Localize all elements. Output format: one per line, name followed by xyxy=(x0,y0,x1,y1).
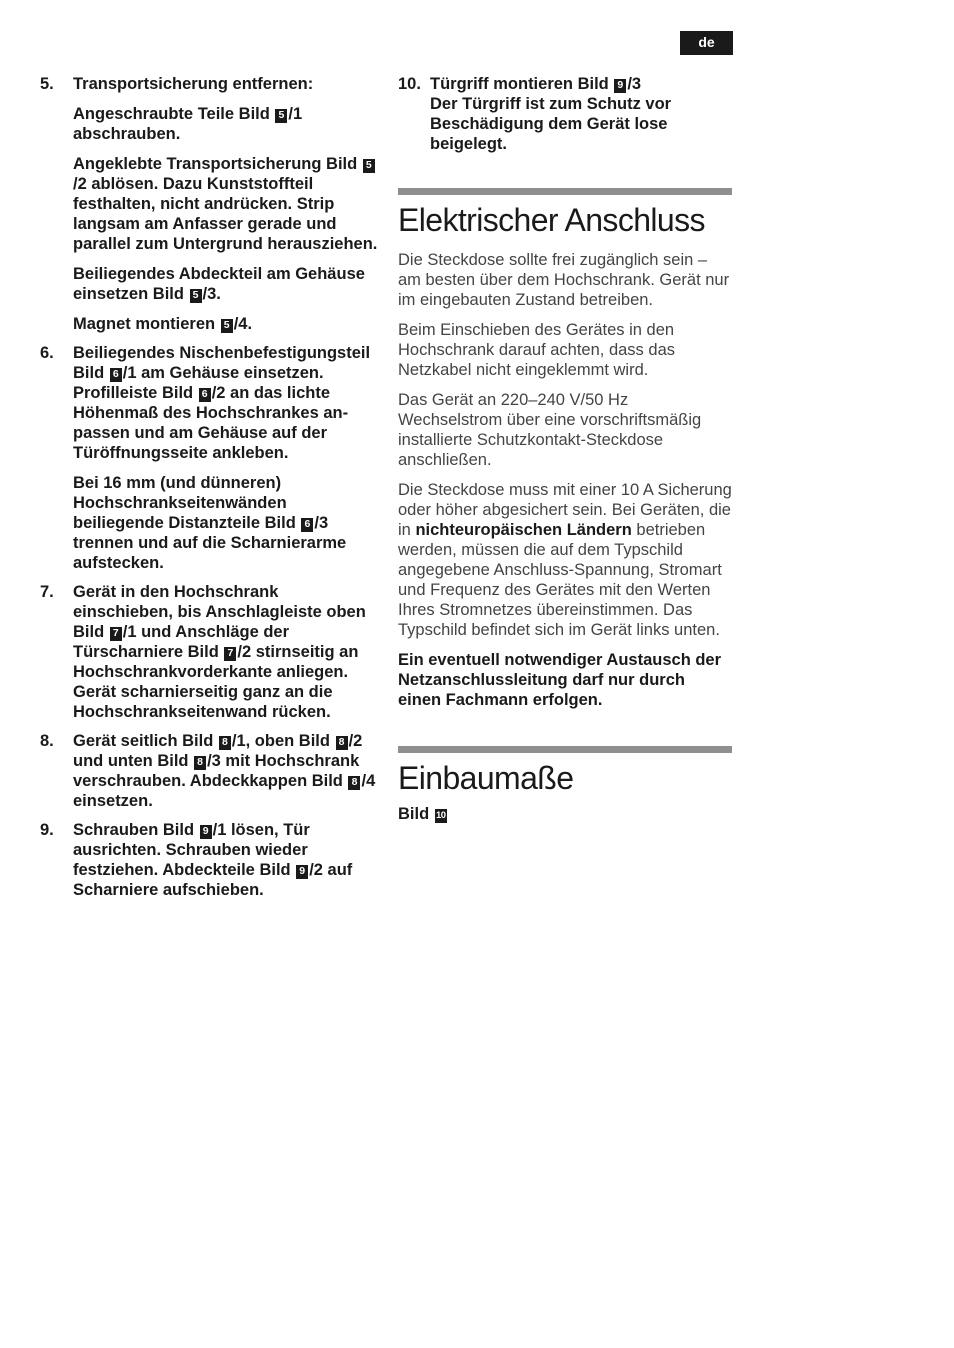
step-number: 5. xyxy=(40,75,54,93)
step-number: 6. xyxy=(40,344,54,362)
figure-ref-badge: 8 xyxy=(348,776,360,790)
figure-ref-badge: 5 xyxy=(190,289,202,303)
step-paragraph: Magnet montieren 5 /4. xyxy=(73,315,253,333)
figure-ref-badge: 8 xyxy=(336,736,348,750)
section-heading: Elektrischer Anschluss xyxy=(398,202,705,238)
step-number: 8. xyxy=(40,732,54,750)
figure-ref-badge: 9 xyxy=(614,79,626,93)
section-installation-dimensions xyxy=(398,746,732,824)
figure-ref-badge: 9 xyxy=(296,865,308,879)
figure-ref-badge: 6 xyxy=(301,518,313,532)
step-7 xyxy=(40,582,380,722)
paragraph: Das Gerät an 220–240 V/50 Hz Wechselstrom über eine vorschriftsmäßig installierte Schutzkontakt-Steckdose anschließen. xyxy=(398,391,702,469)
step-8 xyxy=(40,731,380,811)
step-paragraph: Angeklebte Transportsicherung Bild 5/2 ablösen. Dazu Kunststoffteil festhalten, nicht andrücken. Strip langsam am Anfasser gerade und parallel zum Untergrund herausziehen. xyxy=(73,155,378,253)
paragraph: Beim Einschieben des Gerätes in den Hochschrank darauf achten, dass das Netzkabel nicht eingeklemmt wird. xyxy=(398,321,675,379)
step-number: 7. xyxy=(40,583,54,601)
figure-ref-badge: 7 xyxy=(110,627,122,641)
step-paragraph: Der Türgriff ist zum Schutz vor Beschädigung dem Gerät lose beigelegt. xyxy=(430,95,672,153)
step-paragraph: Bei 16 mm (und dünneren) Hochschrankseitenwänden beiliegende Distanzteile Bild 6 /3 trennen und auf die Scharnierarme aufstecken. xyxy=(73,474,347,572)
step-paragraph: Beiliegendes Nischenbefestigungsteil Bild 6 /1 am Gehäuse einsetzen. Profilleiste Bild 6 /2 an das lichte Höhenmaß des Hochschrankes an-passen und am Gehäuse auf der Türöffnungsseite ankleben. xyxy=(73,344,371,462)
step-paragraph: Türgriff montieren Bild 9 /3 xyxy=(430,75,642,93)
figure-ref-badge: 7 xyxy=(224,647,236,661)
step-6 xyxy=(40,343,380,573)
step-paragraph: Gerät seitlich Bild 8 /1, oben Bild 8 /2 und unten Bild 8 /3 mit Hochschrank verschrauben. Abdeckkappen Bild 8 /4 einsetzen. xyxy=(73,732,376,810)
paragraph: Die Steckdose muss mit einer 10 A Sicherung oder höher abgesichert sein. Bei Geräten, die in nichteuropäischen Ländern betrieben werden, müssen die auf dem Typschild angegebene Anschluss-Spannung, Stromart und Frequenz des Gerätes mit den Werten Ihres Stromnetzes übereinstimmen. Das Typschild befindet sich im Gerät links unten. xyxy=(398,481,732,639)
figure-ref-badge: 5 xyxy=(221,319,233,333)
step-number: 10. xyxy=(398,75,421,93)
step-title: Transportsicherung entfernen: xyxy=(73,75,314,93)
figure-ref-badge: 5 xyxy=(275,109,287,123)
right-column xyxy=(398,74,732,834)
emphasis-text: nichteuropäischen Ländern xyxy=(415,521,632,539)
figure-ref-badge: 10 xyxy=(435,810,446,821)
figure-ref-badge: 6 xyxy=(199,388,211,402)
step-9 xyxy=(40,820,380,900)
step-number: 9. xyxy=(40,821,54,839)
step-10 xyxy=(398,74,732,154)
step-5 xyxy=(40,74,380,334)
section-divider xyxy=(398,188,732,195)
section-heading: Einbaumaße xyxy=(398,760,574,796)
figure-ref-badge: 8 xyxy=(219,736,231,750)
figure-reference: Bild 10 xyxy=(398,805,446,823)
figure-ref-badge: 9 xyxy=(200,825,212,839)
section-electrical-connection xyxy=(398,188,732,710)
figure-ref-badge: 5 xyxy=(363,159,375,173)
figure-ref-badge: 8 xyxy=(194,756,206,770)
section-divider xyxy=(398,746,732,753)
left-column xyxy=(40,74,380,909)
step-paragraph: Schrauben Bild 9 /1 lösen, Tür ausrichten. Schrauben wieder festziehen. Abdeckteile Bild 9 /2 auf Scharniere aufschieben. xyxy=(73,821,353,899)
step-paragraph: Beiliegendes Abdeckteil am Gehäuse einsetzen Bild 5 /3. xyxy=(73,265,365,303)
language-badge: de xyxy=(680,31,733,55)
figure-ref-badge: 6 xyxy=(110,368,122,382)
warning-paragraph: Ein eventuell notwendiger Austausch der Netzanschlussleitung darf nur durch einen Fachmann erfolgen. xyxy=(398,651,722,709)
paragraph: Die Steckdose sollte frei zugänglich sein – am besten über dem Hochschrank. Gerät nur im eingebauten Zustand betreiben. xyxy=(398,251,730,309)
step-paragraph: Angeschraubte Teile Bild 5 /1 abschrauben. xyxy=(73,105,303,143)
step-paragraph: Gerät in den Hochschrank einschieben, bis Anschlagleiste oben Bild 7 /1 und Anschläge der Türscharniere Bild 7 /2 stirnseitig an Hochschrankvorderkante anliegen. Gerät scharnierseitig ganz an die Hochschrankseitenwand rücken. xyxy=(73,583,366,721)
